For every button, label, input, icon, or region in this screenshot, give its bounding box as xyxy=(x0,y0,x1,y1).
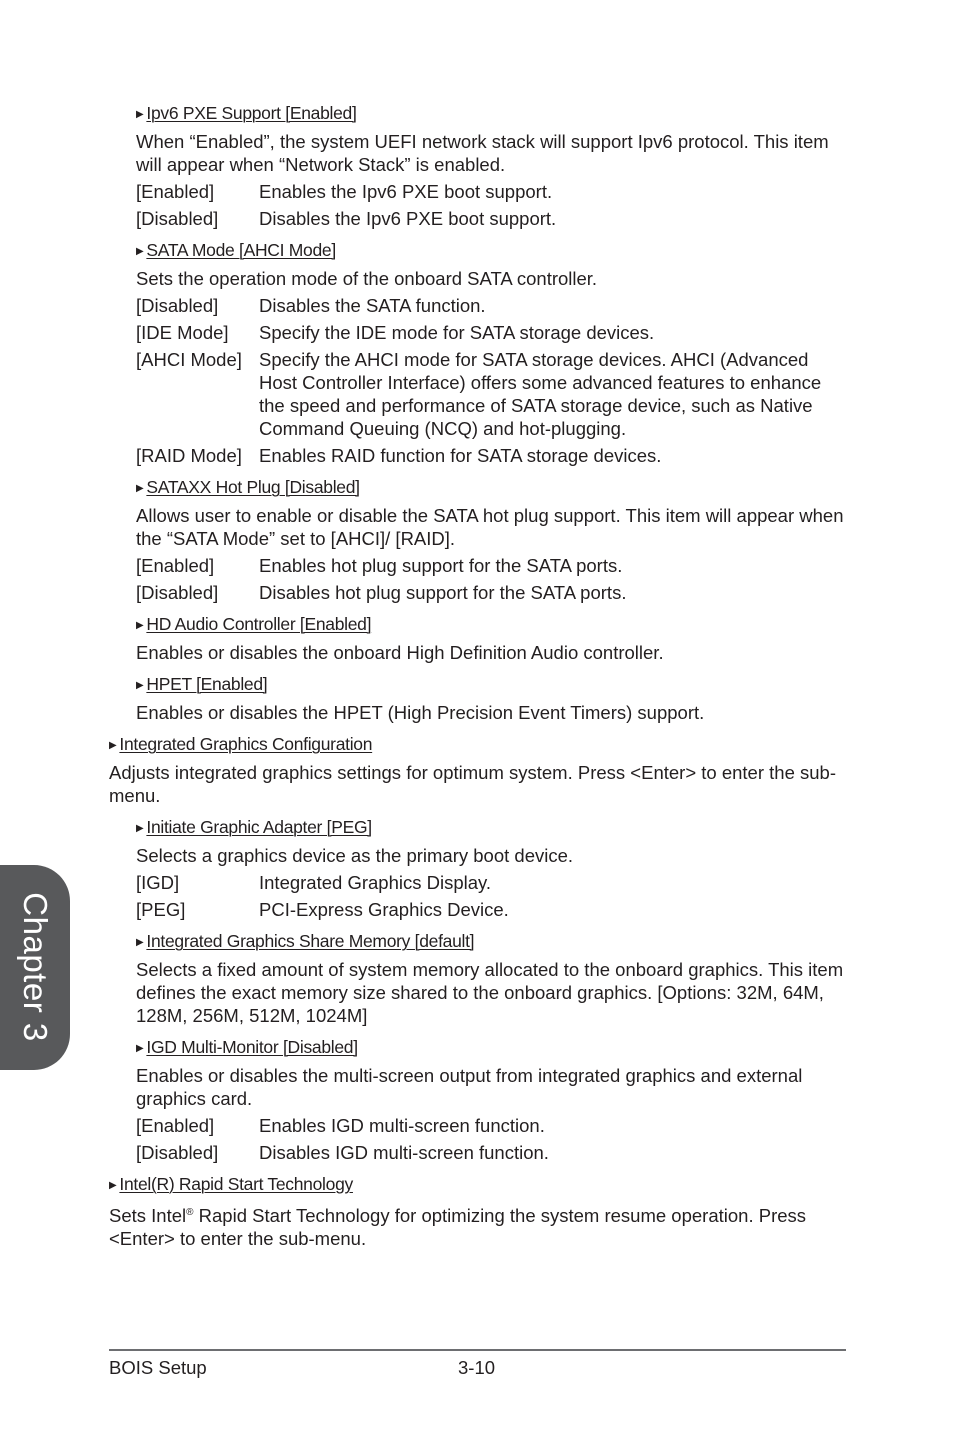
setting-section xyxy=(136,613,849,664)
setting-heading xyxy=(109,733,849,757)
setting-heading-text: Intel(R) Rapid Start Technology xyxy=(119,1174,353,1194)
setting-heading xyxy=(136,613,849,637)
description-part: Rapid Start Technology for optimizing the system resume operation. Press <Enter> to enter the sub-menu. xyxy=(109,1205,807,1250)
setting-description: When “Enabled”, the system UEFI network stack will support Ipv6 protocol. This item will appear when “Network Stack” is enabled. xyxy=(136,131,829,175)
option-row xyxy=(136,321,849,344)
chapter-tab xyxy=(0,865,70,1070)
option-value: Disables hot plug support for the SATA ports. xyxy=(259,582,627,603)
setting-heading-text: HD Audio Controller [Enabled] xyxy=(146,614,372,634)
option-value: Integrated Graphics Display. xyxy=(259,872,492,893)
option-row xyxy=(136,348,849,440)
setting-description: Sets the operation mode of the onboard SATA controller. xyxy=(136,268,598,289)
footer-title: BOIS Setup xyxy=(109,1357,207,1378)
option-key: [Enabled] xyxy=(136,555,215,576)
triangle-bullet-icon: ▶ xyxy=(136,483,144,494)
triangle-bullet-icon: ▶ xyxy=(136,1043,144,1054)
setting-heading xyxy=(109,1173,849,1197)
setting-heading-text: Integrated Graphics Configuration xyxy=(119,734,373,754)
option-row xyxy=(136,1114,849,1137)
setting-section xyxy=(136,1036,849,1164)
setting-heading xyxy=(136,476,849,500)
triangle-bullet-icon: ▶ xyxy=(136,823,144,834)
setting-heading xyxy=(136,673,849,697)
option-key: [Disabled] xyxy=(136,208,219,229)
setting-heading-text: IGD Multi-Monitor [Disabled] xyxy=(146,1037,358,1057)
triangle-bullet-icon: ▶ xyxy=(136,620,144,631)
option-value: Enables the Ipv6 PXE boot support. xyxy=(259,181,553,202)
setting-heading-text: SATAXX Hot Plug [Disabled] xyxy=(146,477,360,497)
chapter-tab-label: Chapter 3 xyxy=(17,892,54,1042)
setting-description: Enables or disables the multi-screen output from integrated graphics and external graphics card. xyxy=(136,1065,803,1109)
setting-heading-text: Ipv6 PXE Support [Enabled] xyxy=(146,103,357,123)
option-row xyxy=(136,1141,849,1164)
setting-heading xyxy=(136,816,849,840)
setting-description: Selects a graphics device as the primary boot device. xyxy=(136,845,574,866)
option-row xyxy=(136,898,849,921)
option-row xyxy=(136,294,849,317)
triangle-bullet-icon: ▶ xyxy=(136,937,144,948)
setting-section xyxy=(109,733,849,807)
setting-section xyxy=(136,476,849,604)
setting-heading-text: Initiate Graphic Adapter [PEG] xyxy=(146,817,372,837)
manual-content xyxy=(109,102,849,1250)
setting-section xyxy=(136,816,849,921)
option-key: [AHCI Mode] xyxy=(136,349,242,370)
setting-heading xyxy=(136,239,849,263)
triangle-bullet-icon: ▶ xyxy=(136,246,144,257)
option-value: Enables hot plug support for the SATA ports. xyxy=(259,555,623,576)
setting-heading-text: Integrated Graphics Share Memory [default] xyxy=(146,931,475,951)
description-part: Sets Intel xyxy=(109,1205,187,1227)
setting-heading-text: SATA Mode [AHCI Mode] xyxy=(146,240,336,260)
option-key: [IGD] xyxy=(136,872,180,893)
option-row xyxy=(136,871,849,894)
triangle-bullet-icon: ▶ xyxy=(136,680,144,691)
setting-description: Allows user to enable or disable the SATA hot plug support. This item will appear when the “SATA Mode” set to [AHCI]/ [RAID]. xyxy=(136,505,844,549)
setting-heading xyxy=(136,1036,849,1060)
option-value: Disables the Ipv6 PXE boot support. xyxy=(259,208,557,229)
option-row xyxy=(136,444,849,467)
option-row xyxy=(136,207,849,230)
option-value: Enables RAID function for SATA storage devices. xyxy=(259,445,662,466)
setting-section xyxy=(136,239,849,467)
option-key: [Enabled] xyxy=(136,181,215,202)
setting-description: Selects a fixed amount of system memory allocated to the onboard graphics. This item defines the exact memory size shared to the onboard graphics. [Options: 32M, 64M, 128M, 256M, 512M, 1024M] xyxy=(136,959,844,1026)
setting-section xyxy=(136,102,849,230)
option-value: Enables IGD multi-screen function. xyxy=(259,1115,545,1136)
option-key: [Enabled] xyxy=(136,1115,215,1136)
setting-description: Adjusts integrated graphics settings for optimum system. Press <Enter> to enter the sub-menu. xyxy=(109,762,836,806)
triangle-bullet-icon: ▶ xyxy=(109,740,117,751)
setting-section xyxy=(136,930,849,1027)
setting-section xyxy=(136,673,849,724)
option-key: [IDE Mode] xyxy=(136,322,229,343)
option-row xyxy=(136,581,849,604)
option-value: Disables the SATA function. xyxy=(259,295,486,316)
option-row xyxy=(136,180,849,203)
setting-heading xyxy=(136,102,849,126)
footer-rule xyxy=(109,1349,846,1351)
setting-heading-text: HPET [Enabled] xyxy=(146,674,268,694)
option-value: Disables IGD multi-screen function. xyxy=(259,1142,549,1163)
page-number: 3-10 xyxy=(458,1357,496,1378)
option-key: [Disabled] xyxy=(136,1142,219,1163)
option-value: Specify the IDE mode for SATA storage devices. xyxy=(259,322,655,343)
option-key: [Disabled] xyxy=(136,582,219,603)
option-value: PCI-Express Graphics Device. xyxy=(259,899,509,920)
triangle-bullet-icon: ▶ xyxy=(109,1180,117,1191)
setting-description: Enables or disables the HPET (High Precision Event Timers) support. xyxy=(136,702,705,723)
registered-mark: ® xyxy=(186,1207,194,1218)
option-key: [Disabled] xyxy=(136,295,219,316)
option-row xyxy=(136,554,849,577)
option-key: [PEG] xyxy=(136,899,186,920)
triangle-bullet-icon: ▶ xyxy=(136,109,144,120)
option-key: [RAID Mode] xyxy=(136,445,242,466)
setting-description xyxy=(109,1201,849,1250)
setting-description: Enables or disables the onboard High Definition Audio controller. xyxy=(136,642,664,663)
setting-section xyxy=(109,1173,849,1250)
setting-heading xyxy=(136,930,849,954)
option-value: Specify the AHCI mode for SATA storage devices. AHCI (Advanced Host Controller Interface) offers some advanced features to enhance the speed and performance of SATA storage device, such as Native Command Queuing (NCQ) and hot-plugging. xyxy=(259,349,822,439)
